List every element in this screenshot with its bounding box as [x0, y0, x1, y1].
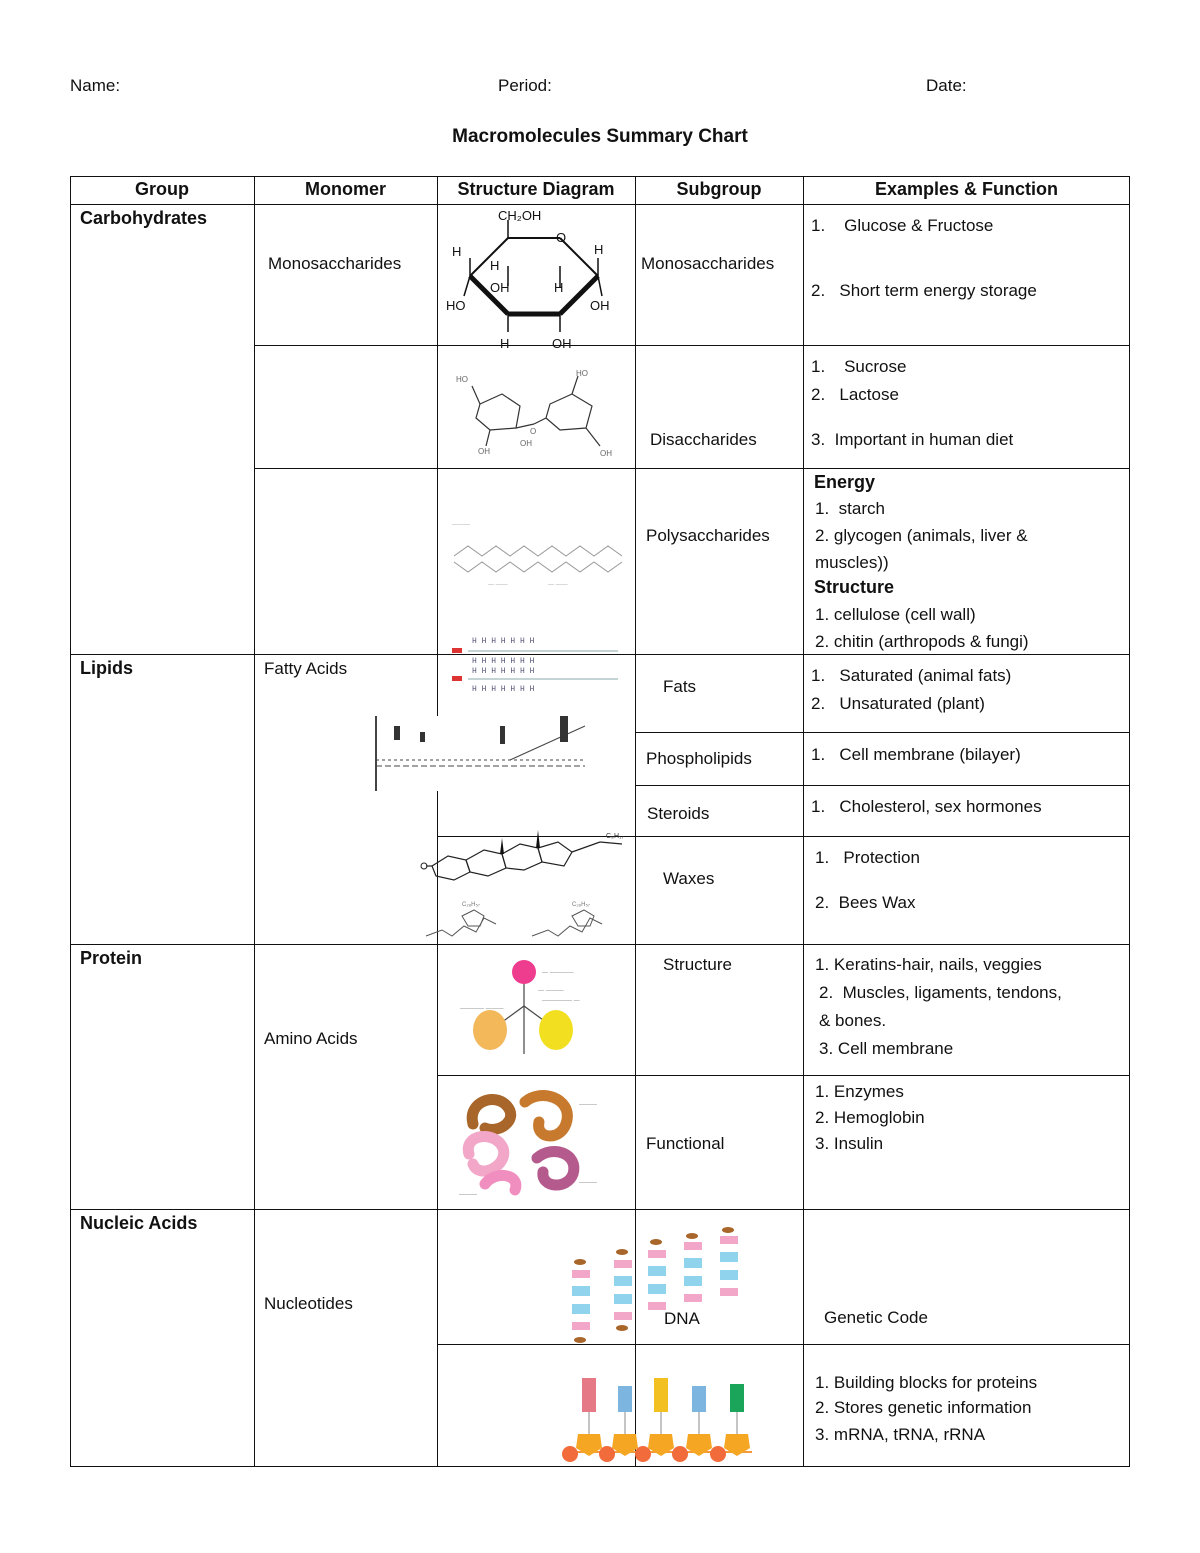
examples-structure-heading: Structure	[814, 577, 895, 597]
example-rna-2	[815, 1398, 1031, 1418]
table-border-top	[70, 176, 1130, 177]
example-wax-1	[815, 848, 920, 868]
svg-text:— ——: — ——	[548, 582, 568, 588]
example-text: mRNA, tRNA, rRNA	[833, 1425, 986, 1444]
example-di-3	[811, 430, 1013, 450]
example-func-2	[815, 1108, 925, 1128]
monomer-fatty-acids: Fatty Acids	[264, 659, 348, 678]
name-label: Name:	[70, 76, 121, 95]
example-phos-1	[811, 745, 1021, 765]
header-divider	[70, 204, 1130, 205]
example-func-1	[815, 1082, 904, 1102]
subgroup-dna: DNA	[664, 1309, 700, 1328]
svg-text:———— ———: ———— ———	[460, 1006, 504, 1012]
example-poly-e2b: muscles))	[815, 553, 889, 572]
example-text: Building blocks for proteins	[833, 1373, 1038, 1392]
example-text: Protection	[843, 848, 920, 867]
num: 2.	[815, 1398, 830, 1417]
num: 2.	[811, 385, 826, 404]
svg-text:OH: OH	[600, 449, 612, 458]
col-header-subgroup: Subgroup	[676, 179, 762, 199]
group-carbohydrates: Carbohydrates	[80, 208, 208, 228]
example-ster-1	[811, 797, 1042, 817]
amino-acid-diagram	[452, 954, 622, 1064]
col-header-examples: Examples & Function	[874, 179, 1059, 199]
label-h5: H	[500, 336, 510, 351]
example-struct-1	[815, 955, 1042, 975]
example-dna-1: Genetic Code	[824, 1308, 928, 1327]
example-struct-2	[819, 983, 1062, 1003]
example-text: Insulin	[833, 1134, 884, 1153]
svg-text:———: ———	[579, 1102, 597, 1108]
num: 3.	[815, 1134, 830, 1153]
row-line-steroids	[635, 785, 1130, 786]
example-struct-3	[819, 1039, 953, 1059]
num: 1.	[815, 1082, 830, 1101]
num: 2.	[815, 526, 830, 545]
examples-energy-heading: Energy	[814, 472, 876, 492]
dna-diagram	[560, 1226, 760, 1350]
subgroup-polysaccharides: Polysaccharides	[646, 526, 770, 545]
subgroup-monosaccharides: Monosaccharides	[641, 254, 775, 273]
polysaccharide-diagram	[448, 516, 628, 591]
label-h4: H	[554, 280, 564, 295]
svg-text:C₂₈H₅₇: C₂₈H₅₇	[572, 902, 590, 908]
example-poly-e2	[815, 526, 1028, 546]
disaccharide-diagram	[450, 368, 630, 460]
subgroup-phospholipids: Phospholipids	[646, 749, 752, 768]
group-lipids: Lipids	[80, 658, 133, 678]
svg-text:HO: HO	[456, 375, 468, 384]
example-text: starch	[838, 499, 885, 518]
svg-text:———: ———	[459, 1192, 477, 1198]
monomer-amino-acids: Amino Acids	[264, 1029, 358, 1048]
label-ho: HO	[446, 298, 466, 313]
svg-text:C₈H₁₇: C₈H₁₇	[606, 833, 624, 840]
col-header-structure: Structure Diagram	[457, 179, 615, 199]
label-oh3: OH	[552, 336, 572, 351]
row-line-phospho	[635, 732, 1130, 733]
example-text: cellulose (cell wall)	[833, 605, 976, 624]
rna-diagram	[556, 1372, 760, 1470]
example-text: Cell membrane (bilayer)	[839, 745, 1021, 764]
example-text: Muscles, ligaments, tendons,	[842, 983, 1062, 1002]
num: 3.	[811, 430, 826, 449]
table-border-left	[70, 176, 71, 1466]
steroid-diagram	[422, 824, 637, 884]
svg-text:— ———: — ———	[538, 988, 564, 994]
example-poly-s1	[815, 605, 976, 625]
glucose-diagram	[448, 206, 628, 356]
r-group-circle	[512, 960, 536, 984]
table-border-right	[1129, 176, 1130, 1466]
example-func-3	[815, 1134, 883, 1154]
example-text: Short term energy storage	[839, 281, 1037, 300]
svg-text:OH: OH	[478, 447, 490, 456]
monomer-nucleotides: Nucleotides	[264, 1294, 353, 1313]
carboxyl-group-ellipse	[539, 1010, 573, 1050]
row-line-polysacch	[254, 468, 1130, 469]
svg-text:H H H H H H H: H H H H H H H	[472, 685, 535, 694]
group-protein: Protein	[80, 948, 143, 968]
num: 2.	[811, 281, 826, 300]
example-wax-2	[815, 893, 915, 913]
col-sep-4	[803, 176, 804, 1466]
hemoglobin-diagram	[455, 1084, 625, 1204]
subgroup-disaccharides: Disaccharides	[650, 430, 757, 449]
svg-text:————— —: ————— —	[542, 998, 580, 1004]
svg-text:— ——: — ——	[488, 582, 508, 588]
svg-text:HO: HO	[576, 369, 588, 378]
svg-text:— ————: — ————	[542, 970, 574, 976]
num: 1.	[811, 216, 826, 235]
subgroup-steroids: Steroids	[647, 804, 710, 823]
example-text: Lactose	[839, 385, 899, 404]
svg-text:———: ———	[452, 522, 470, 528]
num: 2.	[819, 983, 834, 1002]
num: 2.	[811, 694, 826, 713]
label-ch2oh: CH₂OH	[498, 208, 542, 223]
svg-text:H H H H H H H: H H H H H H H	[472, 657, 535, 666]
fatty-acid-diagram	[448, 631, 628, 701]
example-text: Glucose & Fructose	[844, 216, 994, 235]
svg-text:H H H H H H H: H H H H H H H	[472, 637, 535, 646]
phospholipid-diagram	[370, 716, 585, 791]
num: 2.	[815, 632, 830, 651]
label-h2: H	[594, 242, 604, 257]
subgroup-waxes: Waxes	[663, 869, 715, 888]
subgroup-structure: Structure	[663, 955, 732, 974]
example-text: Enzymes	[833, 1082, 904, 1101]
row-line-functional	[437, 1075, 1130, 1076]
svg-text:OH: OH	[520, 439, 532, 448]
example-di-2	[811, 385, 899, 405]
num: 1.	[811, 666, 826, 685]
col-header-monomer: Monomer	[305, 179, 386, 199]
example-rna-3	[815, 1425, 985, 1445]
num: 3.	[819, 1039, 834, 1058]
label-oh1: OH	[490, 280, 510, 295]
row-line-rna	[437, 1344, 1130, 1345]
amino-group-ellipse	[473, 1010, 507, 1050]
num: 2.	[815, 893, 830, 912]
example-text: Hemoglobin	[833, 1108, 925, 1127]
subgroup-fats: Fats	[663, 677, 697, 696]
svg-text:H H H H H H H: H H H H H H H	[472, 667, 535, 676]
label-h3: H	[490, 258, 500, 273]
svg-text:C₂₈H₅₇: C₂₈H₅₇	[462, 902, 480, 908]
example-text: Saturated (animal fats)	[839, 666, 1012, 685]
example-text: Cholesterol, sex hormones	[839, 797, 1042, 816]
example-text: Unsaturated (plant)	[839, 694, 985, 713]
date-label: Date:	[926, 76, 967, 95]
page-title: Macromolecules Summary Chart	[452, 126, 748, 147]
num: 1.	[811, 797, 826, 816]
num: 1.	[815, 605, 830, 624]
example-poly-e1	[815, 499, 885, 519]
example-mono-1	[811, 216, 993, 236]
monomer-monosaccharides: Monosaccharides	[268, 254, 402, 273]
example-struct-2b: & bones.	[819, 1011, 887, 1030]
num: 1.	[811, 745, 826, 764]
col-sep-2	[437, 176, 438, 1466]
divider-nucleic	[70, 1209, 1130, 1210]
num: 1.	[815, 1373, 830, 1392]
example-text: Stores genetic information	[833, 1398, 1032, 1417]
example-fats-2	[811, 694, 985, 714]
divider-protein	[70, 944, 1130, 945]
example-text: Keratins-hair, nails, veggies	[833, 955, 1042, 974]
label-ring-o: O	[556, 230, 567, 245]
example-poly-s2	[815, 632, 1029, 652]
summary-table	[70, 176, 1130, 1466]
num: 1.	[811, 357, 826, 376]
example-text: Sucrose	[844, 357, 907, 376]
subgroup-functional: Functional	[646, 1134, 725, 1153]
example-fats-1	[811, 666, 1011, 686]
label-oh2: OH	[590, 298, 610, 313]
num: 2.	[815, 1108, 830, 1127]
example-text: Cell membrane	[837, 1039, 954, 1058]
svg-text:O: O	[530, 427, 537, 436]
example-text: glycogen (animals, liver &	[833, 526, 1028, 545]
period-label: Period:	[498, 76, 552, 95]
svg-text:———: ———	[579, 1180, 597, 1186]
num: 1.	[815, 848, 830, 867]
wax-diagram	[422, 896, 632, 944]
example-di-1	[811, 357, 906, 377]
example-mono-2	[811, 281, 1037, 301]
col-sep-1	[254, 176, 255, 1466]
row-line-disacch	[254, 345, 1130, 346]
num: 1.	[815, 955, 830, 974]
col-header-group: Group	[135, 179, 189, 199]
example-text: Bees Wax	[838, 893, 916, 912]
num: 3.	[815, 1425, 830, 1444]
num: 1.	[815, 499, 830, 518]
group-nucleic-acids: Nucleic Acids	[80, 1213, 198, 1233]
label-h1: H	[452, 244, 462, 259]
example-text: chitin (arthropods & fungi)	[833, 632, 1029, 651]
example-text: Important in human diet	[834, 430, 1014, 449]
example-rna-1	[815, 1373, 1037, 1393]
